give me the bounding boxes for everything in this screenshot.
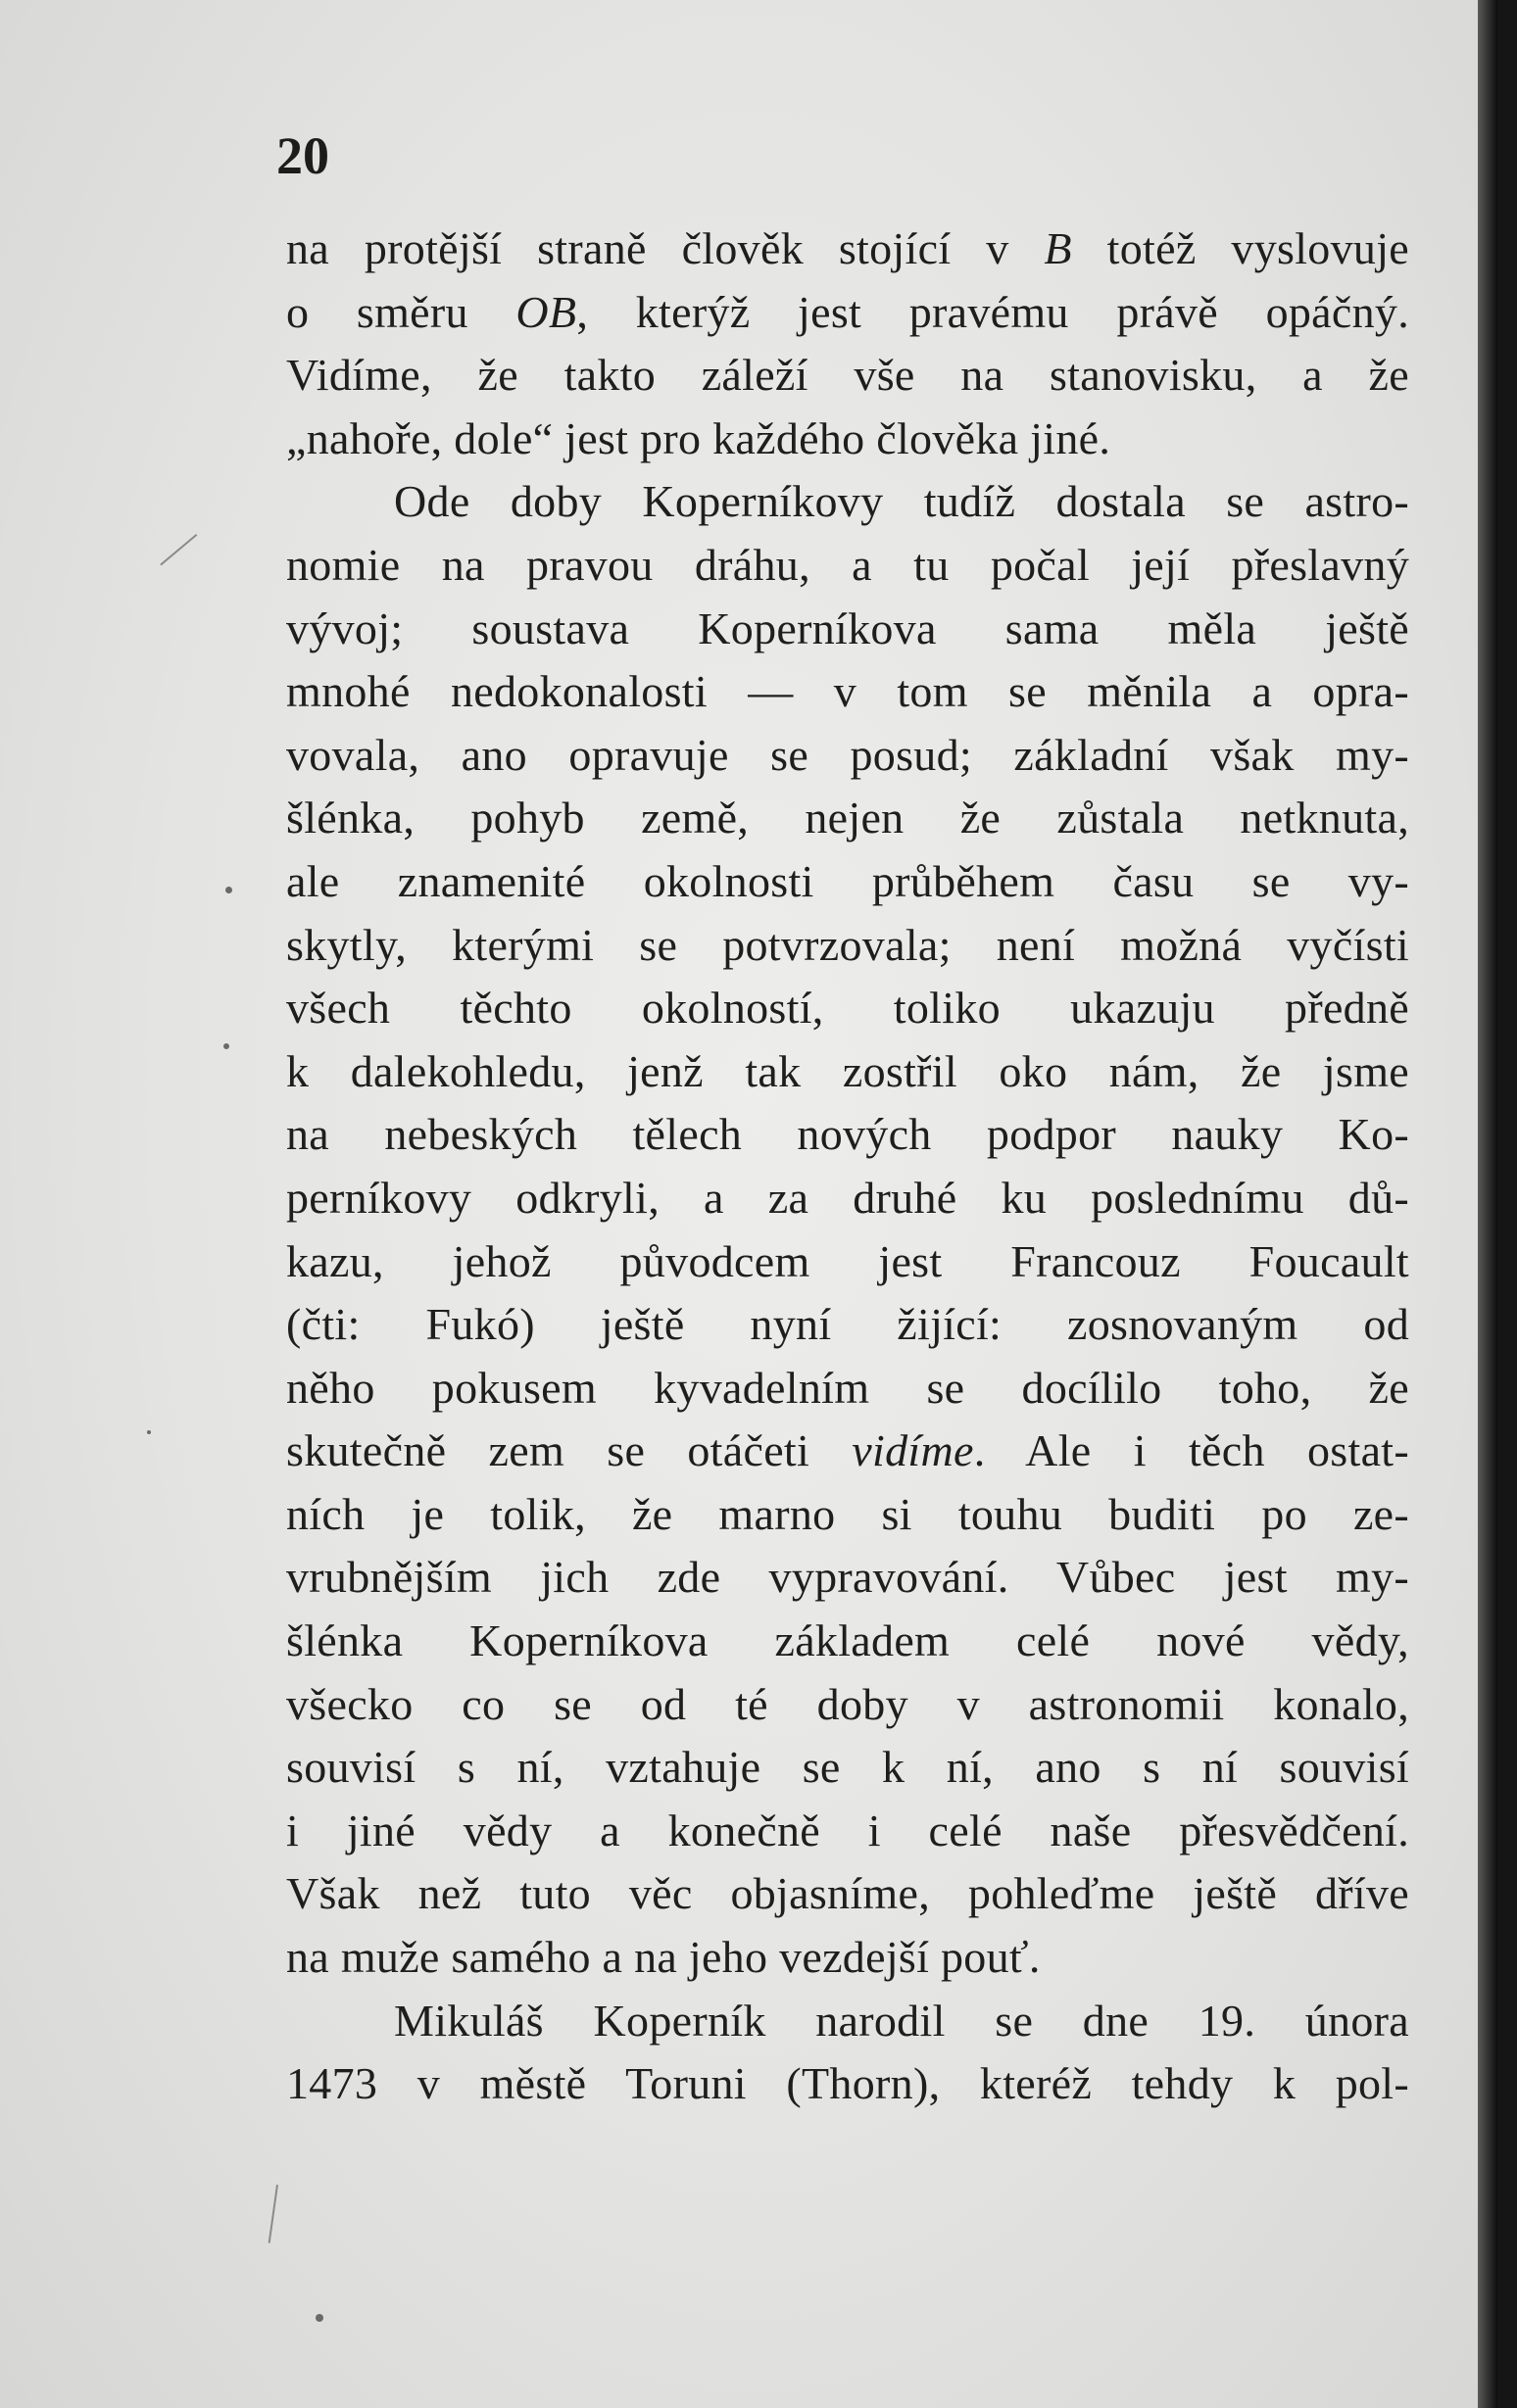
text-line: všech těchto okolností, toliko ukazuju předně [286,983,1409,1034]
text-line: skytly, kterými se potvrzovala; není možná vyčísti [286,919,1409,970]
text-line: kazu, jehož původcem jest Francouz Foucault [286,1235,1409,1286]
text-line: Však než tuto věc objasníme, pohleďme ještě dříve [286,1868,1409,1919]
text-line: skutečně zem se otáčeti vidíme. Ale i těch ostat- [286,1425,1409,1476]
text-line: 1473 v městě Toruni (Thorn), kteréž tehdy k pol- [286,2058,1409,2109]
paper-speck [225,887,232,893]
text-line: o směru OB, kterýž jest pravému právě opáčný. [286,286,1409,337]
text-line: šlénka, pohyb země, nejen že zůstala netknuta, [286,793,1409,843]
text-line: i jiné vědy a konečně i celé naše přesvědčení. [286,1805,1409,1855]
text-line: k dalekohledu, jenž tak zostřil oko nám, že jsme [286,1045,1409,1096]
text-line: souvisí s ní, vztahuje se k ní, ano s ní souvisí [286,1742,1409,1793]
paper-scratch [269,2185,278,2243]
text-line: Vidíme, že takto záleží vše na stanovisku, a že [286,350,1409,401]
paper-scratch [160,534,197,565]
text-line: Mikuláš Koperník narodil se dne 19. února [394,1995,1409,2046]
text-line: na nebeských tělech nových podpor nauky Ko- [286,1109,1409,1160]
text-line: nomie na pravou dráhu, a tu počal její přeslavný [286,539,1409,590]
text-line: vovala, ano opravuje se posud; základní však my- [286,729,1409,780]
text-line: ale znamenité okolnosti průběhem času se vy- [286,855,1409,906]
text-line: mnohé nedokonalosti — v tom se měnila a opra- [286,666,1409,717]
text-line: šlénka Koperníkova základem celé nové vědy, [286,1615,1409,1666]
text-line: vývoj; soustava Koperníkova sama měla ještě [286,602,1409,653]
page-number: 20 [276,126,329,185]
text-line: „nahoře, dole“ jest pro každého člověka jiné. [286,412,1111,463]
paper-speck [223,1043,229,1049]
text-line: vrubnějším jich zde vypravování. Vůbec jest my- [286,1552,1409,1603]
page-edge-shadow [1478,0,1497,2408]
text-line: na muže samého a na jeho vezdejší pouť. [286,1932,1041,1983]
text-line: na protější straně člověk stojící v B totéž vyslovuje [286,223,1409,273]
text-line: (čti: Fukó) ještě nyní žijící: zosnovaným od [286,1299,1409,1350]
text-line: všecko co se od té doby v astronomii konalo, [286,1678,1409,1729]
body-text [286,217,1409,2116]
text-line: něho pokusem kyvadelním se docílilo toho, že [286,1362,1409,1413]
text-line: perníkovy odkryli, a za druhé ku poslednímu dů- [286,1172,1409,1223]
text-line: Ode doby Koperníkovy tudíž dostala se astro- [394,476,1409,527]
paper-speck [316,2314,323,2322]
paper-speck [147,1430,151,1434]
text-line: ních je tolik, že marno si touhu buditi po ze- [286,1488,1409,1539]
